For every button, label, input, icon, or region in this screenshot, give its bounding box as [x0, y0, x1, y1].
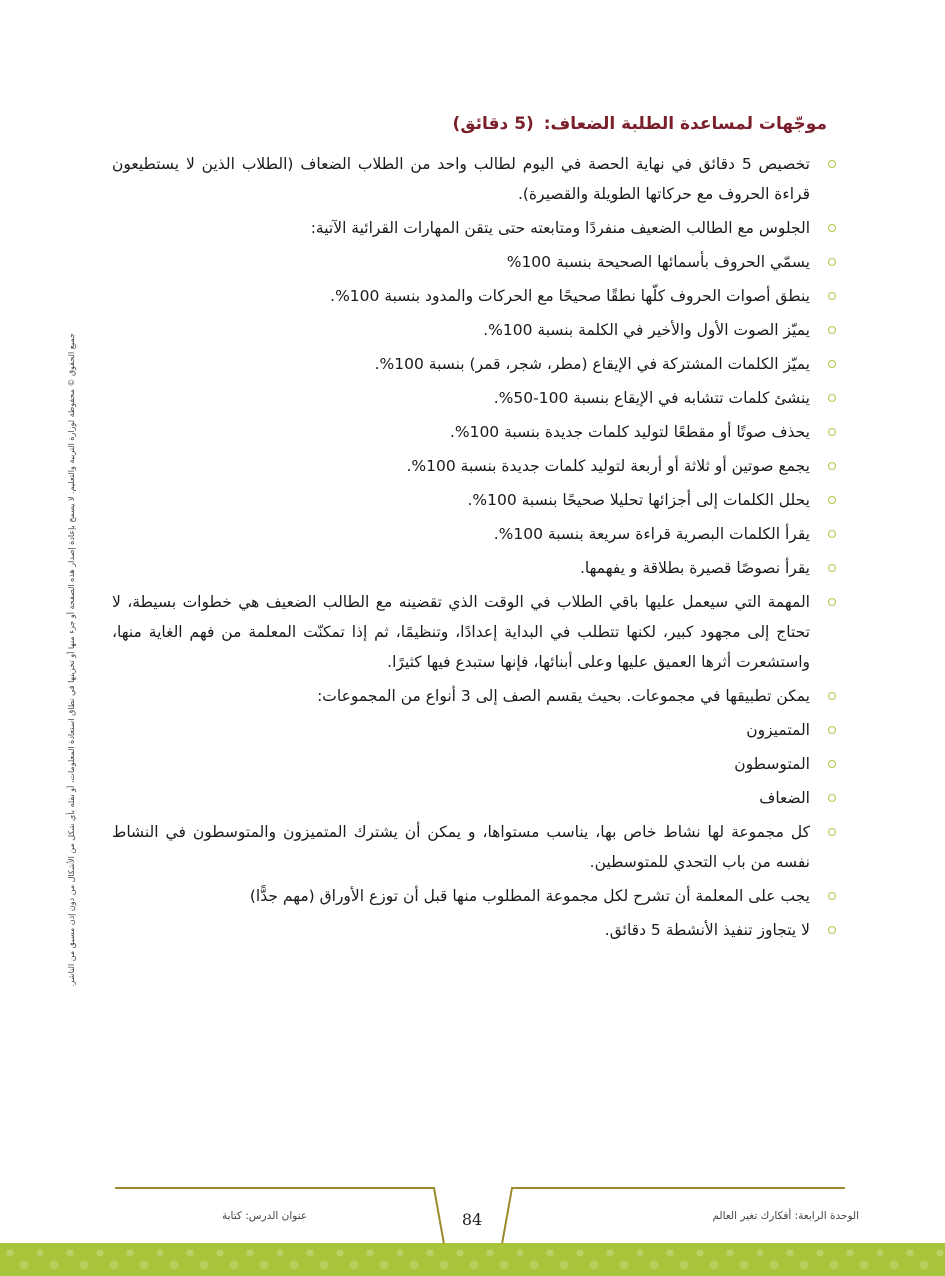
bullet-icon: [828, 326, 836, 334]
bullet-icon: [828, 564, 836, 572]
bullet-icon: [828, 428, 836, 436]
heading-minutes: (5 دقائق): [452, 114, 534, 134]
footer-rule-left: [115, 1187, 430, 1189]
bullet-icon: [828, 160, 836, 168]
bullet-icon: [828, 530, 836, 538]
list-item: المهمة التي سيعمل عليها باقي الطلاب في الوقت الذي تقضينه مع الطالب الضعيف هي خطوات بسيطة، لا تحتاج إلى مجهود كبير، لكنها تتطلب في البداية إعدادًا، وتنظيمًا، ثم إذا تمكنّت المعلمة من فهم الغاية منها، واستشعرت أثرها العميق عليها وعلى أبنائها، فإنها ستبدع فيها كثيرًا.: [112, 586, 840, 680]
list-item: يحلل الكلمات إلى أجزائها تحليلا صحيحًا بنسبة 100%.: [112, 484, 840, 518]
list-item: يسمّي الحروف بأسمائها الصحيحة بنسبة 100%: [112, 246, 840, 280]
bullet-icon: [828, 828, 836, 836]
bullet-icon: [828, 292, 836, 300]
list-item: يقرأ الكلمات البصرية قراءة سريعة بنسبة 100%.: [112, 518, 840, 552]
bullet-icon: [828, 726, 836, 734]
bullet-icon: [828, 926, 836, 934]
list-item: لا يتجاوز تنفيذ الأنشطة 5 دقائق.: [112, 914, 840, 948]
footer-lesson-title: عنوان الدرس: كتابة: [222, 1210, 308, 1222]
bullet-icon: [828, 394, 836, 402]
bullet-icon: [828, 360, 836, 368]
footer-unit-title: الوحدة الرابعة: أفكارك تغير العالم: [712, 1210, 859, 1222]
bullet-icon: [828, 892, 836, 900]
bullet-icon: [828, 462, 836, 470]
section-heading: [453, 114, 827, 134]
list-item: ينطق أصوات الحروف كلّها نطقًا صحيحًا مع الحركات والمدود بنسبة 100%.: [112, 280, 840, 314]
bullet-icon: [828, 760, 836, 768]
list-item: يقرأ نصوصًا قصيرة بطلاقة و يفهمها.: [112, 552, 840, 586]
list-item: المتميزون: [112, 714, 840, 748]
list-item: يميّز الكلمات المشتركة في الإيقاع (مطر، شجر، قمر) بنسبة 100%.: [112, 348, 840, 382]
list-item: تخصيص 5 دقائق في نهاية الحصة في اليوم لطالب واحد من الطلاب الضعاف (الطلاب الذين لا يستطيعون قراءة الحروف مع حركاتها الطويلة والقصيرة).: [112, 148, 840, 212]
list-item: يمكن تطبيقها في مجموعات. بحيث يقسم الصف إلى 3 أنواع من المجموعات:: [112, 680, 840, 714]
bullet-icon: [828, 692, 836, 700]
list-item: الجلوس مع الطالب الضعيف منفردًا ومتابعته حتى يتقن المهارات القرائية الآتية:: [112, 212, 840, 246]
bullet-icon: [828, 496, 836, 504]
band-pattern: [0, 1243, 945, 1276]
bullet-icon: [828, 794, 836, 802]
bullet-icon: [828, 258, 836, 266]
list-item: يجب على المعلمة أن تشرح لكل مجموعة المطلوب منها قبل أن توزع الأوراق (مهم جدًّا): [112, 880, 840, 914]
list-item: الضعاف: [112, 782, 840, 816]
bullet-icon: [828, 598, 836, 606]
copyright-side-note: جميع الحقوق © محفوظة لوزارة التربية والتعليم. لا يسمح بإعادة إصدار هذه الصفحة أو جزء منها أو تخزينها في نطاق استعادة المعلومات، أو نقله بأي شكل من الأشكال من دون إذن مسبق من الناشر.: [67, 333, 76, 987]
list-item: يحذف صوتًا أو مقطعًا لتوليد كلمات جديدة بنسبة 100%.: [112, 416, 840, 450]
bullet-icon: [828, 224, 836, 232]
footer-rule-right: [515, 1187, 845, 1189]
list-item: كل مجموعة لها نشاط خاص بها، يناسب مستواها، و يمكن أن يشترك المتميزون والمتوسطون في النشاط نفسه من باب التحدي للمتوسطين.: [112, 816, 840, 880]
list-item: ينشئ كلمات تتشابه في الإيقاع بنسبة 100-50%.: [112, 382, 840, 416]
list-item: يميّز الصوت الأول والأخير في الكلمة بنسبة 100%.: [112, 314, 840, 348]
bullet-list: [112, 148, 840, 948]
list-item: يجمع صوتين أو ثلاثة أو أربعة لتوليد كلمات جديدة بنسبة 100%.: [112, 450, 840, 484]
decorative-band: [0, 1243, 945, 1276]
list-item: المتوسطون: [112, 748, 840, 782]
heading-title: موجّهات لمساعدة الطلبة الضعاف:: [543, 114, 827, 134]
page-number: 84: [461, 1210, 483, 1229]
